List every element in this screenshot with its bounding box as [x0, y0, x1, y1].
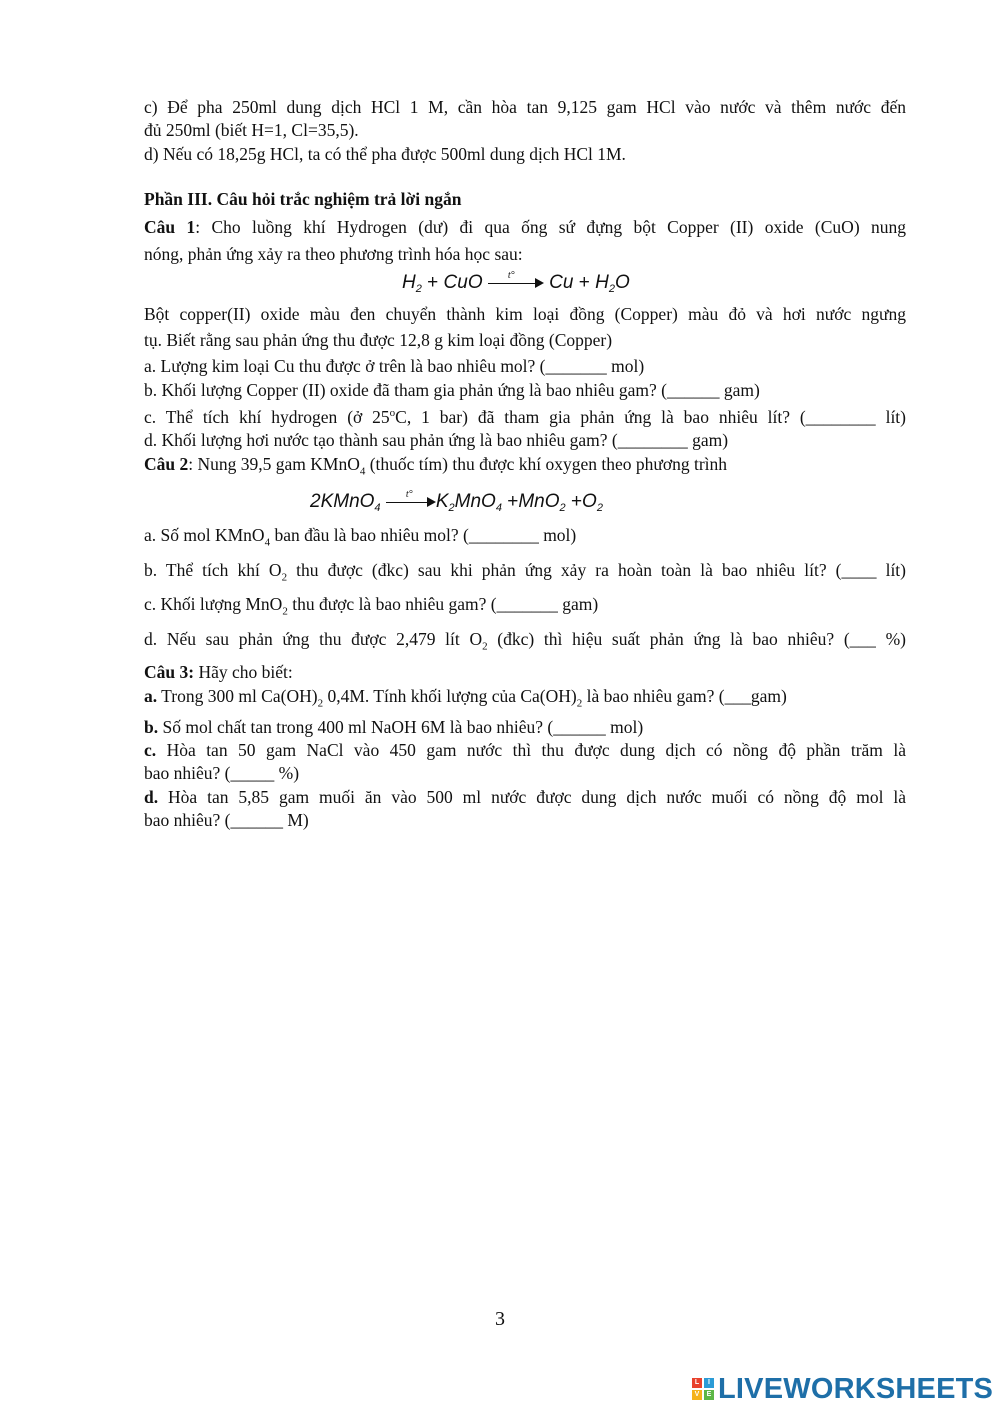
part-c-line-1: c) Để pha 250ml dung dịch HCl 1 M, cần hòa tan 9,125 gam HCl vào nước và thêm nước đến — [144, 97, 906, 117]
q2-line-1: Câu 2: Nung 39,5 gam KMnO$_4$ (thuốc tím) thu được khí oxygen theo phương trình — [144, 453, 728, 478]
section-title: Phần III. Câu hỏi trắc nghiệm trả lời ngắn — [144, 189, 462, 210]
part-d-line: d) Nếu có 18,25g HCl, ta có thể pha được 500ml dung dịch HCl 1M. — [144, 143, 626, 164]
q2-equation: 2KMnO$_4$ t° $K_2MnO_4 +MnO_2 +O_2$ — [310, 488, 603, 514]
logo-block: L — [692, 1378, 702, 1388]
liveworksheets-logo — [692, 1374, 993, 1404]
q3-d-line-1: d. Hòa tan 5,85 gam muối ăn vào 500 ml nước được dung dịch nước muối có nồng độ mol là — [144, 786, 906, 807]
q1-equation: $H_2$ + CuO t° $Cu + H_2O$ — [402, 270, 630, 296]
reaction-arrow: t° — [386, 495, 436, 509]
q3-label: Câu 3: — [144, 662, 195, 683]
q1-desc-2: tụ. Biết rằng sau phản ứng thu được 12,8 g kim loại đồng (Copper) — [144, 329, 613, 350]
q2-c: c. Khối lượng MnO$_2$ thu được là bao nhiêu gam? (_______ gam) — [144, 594, 599, 618]
q3-intro: Câu 3: Hãy cho biết: — [144, 662, 293, 683]
q3-c-line-2: bao nhiêu? (_____ %) — [144, 763, 300, 784]
logo-text: LIVEWORKSHEETS — [718, 1372, 994, 1405]
q1-a: a. Lượng kim loại Cu thu được ở trên là bao nhiêu mol? (_______ mol) — [144, 356, 645, 377]
logo-block: I — [704, 1378, 714, 1388]
q1-d: d. Khối lượng hơi nước tạo thành sau phản ứng là bao nhiêu gam? (________ gam) — [144, 430, 729, 451]
q1-b: b. Khối lượng Copper (II) oxide đã tham gia phản ứng là bao nhiêu gam? (______ gam) — [144, 379, 760, 400]
logo-block: E — [704, 1390, 714, 1400]
page-number: 3 — [495, 1308, 505, 1330]
q3-a: a. Trong 300 ml $Ca(OH)_2$ 0,4M. Tính khối lượng của $Ca(OH)_2$ là bao nhiêu gam? (___gam) — [144, 685, 787, 710]
q1-line-1: Câu 1: Cho luồng khí Hydrogen (dư) đi qua ống sứ đựng bột Copper (II) oxide (CuO) nung — [144, 216, 907, 237]
q2-b: b. Thể tích khí $O_2$ thu được (đkc) sau khi phản ứng xảy ra hoàn toàn là bao nhiêu lít? (____ lít) — [144, 559, 906, 584]
q2-a: a. Số mol KMnO$_4$ ban đầu là bao nhiêu mol? (________ mol) — [144, 524, 577, 549]
worksheet-page — [144, 96, 906, 833]
q3-d-line-2: bao nhiêu? (______ M) — [144, 810, 309, 831]
part-c-line-2: đủ 250ml (biết H=1, Cl=35,5). — [144, 120, 359, 141]
logo-icon — [692, 1378, 714, 1400]
q2-d: d. Nếu sau phản ứng thu được 2,479 lít $O_2$ (đkc) thì hiệu suất phản ứng là bao nhiêu? (___ %) — [144, 629, 906, 653]
q1-label: Câu 1 — [144, 216, 196, 237]
q2-label: Câu 2 — [144, 453, 189, 474]
q3-b: b. Số mol chất tan trong 400 ml NaOH 6M là bao nhiêu? (______ mol) — [144, 716, 644, 737]
logo-block: V — [692, 1390, 702, 1400]
reaction-arrow: t° — [488, 276, 544, 290]
q1-desc-1: Bột copper(II) oxide màu đen chuyển thành kim loại đồng (Copper) màu đỏ và hơi nước ngưng — [144, 304, 906, 325]
q3-c-line-1: c. Hòa tan 50 gam NaCl vào 450 gam nước thì thu được dung dịch có nồng độ phần trăm là — [144, 739, 906, 760]
q1-c: c. Thể tích khí hydrogen (ở 25$^o$C, 1 bar) đã tham gia phản ứng là bao nhiêu lít? (________ lít) — [144, 406, 906, 427]
q1-line-2: nóng, phản ứng xảy ra theo phương trình hóa học sau: — [144, 244, 523, 265]
